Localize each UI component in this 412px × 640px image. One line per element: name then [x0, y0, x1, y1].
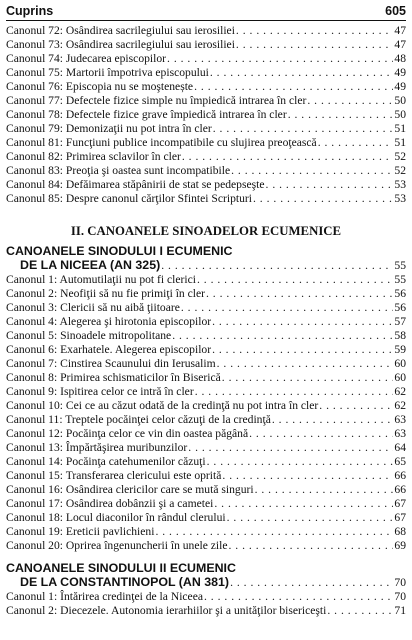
leader-dots	[194, 80, 393, 94]
toc-entry-title: Canonul 15: Transferarea clericului este oprită	[6, 469, 222, 482]
leader-dots	[229, 539, 394, 553]
toc-entry-page: 51	[394, 122, 406, 135]
leader-dots	[255, 483, 394, 497]
toc-entry-title: Canonul 14: Pocăinţa catehumenilor căzuţi	[6, 455, 206, 468]
toc-entry-title: Canonul 75: Martorii împotriva episcopului	[6, 66, 209, 79]
toc-entry-title: Canonul 73: Osândirea sacrilegiului sau ierosiliei	[6, 38, 235, 51]
toc-entry	[6, 469, 406, 483]
toc-entry-page: 53	[394, 192, 406, 205]
subsection-nicaea-line1: CANOANELE SINODULUI I ECUMENIC	[6, 244, 233, 258]
toc-entry-title: Canonul 76: Episcopia nu se moştenește	[6, 80, 194, 93]
toc-entry-title: Canonul 1: Întărirea credinţei de la Niceea	[6, 590, 203, 603]
toc-entry-page: 71	[394, 604, 406, 617]
leader-dots	[210, 66, 394, 80]
toc-entry-page: 58	[394, 329, 406, 342]
toc-entry-title: Canonul 4: Alegerea şi hirotonia episcopilor	[6, 315, 212, 328]
toc-entry-title: Canonul 16: Osândirea clericilor care se mută singuri	[6, 483, 254, 496]
toc-entry	[6, 399, 406, 413]
leader-dots	[307, 94, 393, 108]
toc-list-top	[6, 24, 406, 206]
toc-entry-page: 62	[394, 399, 406, 412]
toc-entry-page: 70	[394, 590, 406, 603]
toc-entry-page: 55	[394, 273, 406, 286]
toc-entry-title: Canonul 10: Cei ce au căzut odată de la credinţă nu pot intra în cler	[6, 399, 319, 412]
toc-entry-page: 50	[394, 94, 406, 107]
toc-entry	[6, 455, 406, 469]
leader-dots	[253, 192, 393, 206]
toc-entry	[6, 590, 406, 604]
toc-entry-title: Canonul 7: Cinstirea Scaunului din Ierusalim	[6, 357, 216, 370]
leader-dots	[204, 590, 393, 604]
toc-entry-page: 56	[394, 287, 406, 300]
leader-dots	[212, 315, 393, 329]
toc-entry-page: 47	[394, 38, 406, 51]
subsection-constantinople-page: 70	[394, 576, 406, 589]
toc-entry-page: 53	[394, 178, 406, 191]
toc-entry	[6, 287, 406, 301]
subsection-nicaea-page: 55	[394, 259, 406, 272]
toc-entry	[6, 371, 406, 385]
toc-entry	[6, 24, 406, 38]
toc-entry	[6, 357, 406, 371]
toc-content	[6, 24, 406, 618]
leader-dots	[197, 273, 393, 287]
toc-entry-title: Canonul 2: Neofiţii să nu fie primiţi în cler	[6, 287, 205, 300]
toc-entry-page: 62	[394, 385, 406, 398]
toc-entry-page: 52	[394, 164, 406, 177]
leader-dots	[272, 413, 394, 427]
toc-entry	[6, 80, 406, 94]
toc-entry	[6, 427, 406, 441]
leader-dots	[207, 455, 394, 469]
subsection-constantinople-line1: CANOANELE SINODULUI II ECUMENIC	[6, 561, 236, 575]
toc-entry-title: Canonul 72: Osândirea sacrilegiului sau ierosiliei	[6, 24, 235, 37]
toc-entry-page: 56	[394, 301, 406, 314]
toc-entry	[6, 66, 406, 80]
toc-entry-title: Canonul 19: Ereticii pavlichieni	[6, 525, 155, 538]
header-page-number: 605	[385, 4, 406, 18]
toc-entry-page: 63	[394, 413, 406, 426]
toc-entry	[6, 38, 406, 52]
toc-entry-title: Canonul 74: Judecarea episcopilor	[6, 52, 167, 65]
leader-dots	[222, 469, 393, 483]
leader-dots	[195, 385, 394, 399]
toc-entry-title: Canonul 17: Osândirea dobânzii şi a cametei	[6, 497, 214, 510]
toc-entry	[6, 52, 406, 66]
toc-entry	[6, 178, 406, 192]
leader-dots	[230, 576, 393, 590]
section-title: II. CANOANELE SINOADELOR ECUMENICE	[70, 224, 342, 238]
toc-list-constantinople	[6, 590, 406, 618]
toc-entry-page: 60	[394, 357, 406, 370]
toc-entry-title: Canonul 84: Defăimarea stăpânirii de stat se pedepseşte	[6, 178, 265, 191]
subsection-constantinople	[6, 561, 406, 590]
toc-list-nicaea	[6, 273, 406, 553]
toc-entry	[6, 108, 406, 122]
toc-entry-page: 65	[394, 455, 406, 468]
toc-entry-page: 66	[394, 469, 406, 482]
leader-dots	[161, 259, 393, 273]
toc-entry-title: Canonul 85: Despre canonul cărţilor Sfintei Scripturi	[6, 192, 252, 205]
toc-entry-title: Canonul 6: Exarhatele. Alegerea episcopilor	[6, 343, 212, 356]
toc-entry-title: Canonul 3: Clericii să nu aibă ţiitoare	[6, 301, 180, 314]
toc-entry	[6, 343, 406, 357]
toc-entry	[6, 136, 406, 150]
leader-dots	[172, 329, 393, 343]
toc-entry	[6, 329, 406, 343]
subsection-nicaea-line2: DE LA NICEEA (AN 325)	[20, 258, 161, 272]
toc-entry-page: 63	[394, 427, 406, 440]
leader-dots	[212, 343, 393, 357]
toc-entry-title: Canonul 8: Primirea schismaticilor în Biserică	[6, 371, 221, 384]
leader-dots	[231, 164, 393, 178]
leader-dots	[167, 52, 393, 66]
leader-dots	[181, 301, 394, 315]
toc-entry-title: Canonul 78: Defectele fizice grave împiedică intrarea în cler	[6, 108, 287, 121]
leader-dots	[236, 38, 393, 52]
toc-entry	[6, 315, 406, 329]
leader-dots	[266, 178, 394, 192]
running-header	[6, 0, 406, 21]
toc-entry-title: Canonul 1: Automutilaţii nu pot fi clerici	[6, 273, 196, 286]
leader-dots	[214, 497, 393, 511]
leader-dots	[182, 150, 394, 164]
toc-entry-page: 52	[394, 150, 406, 163]
toc-entry-title: Canonul 77: Defectele fizice simple nu împiedică intrarea în cler	[6, 94, 307, 107]
leader-dots	[319, 399, 393, 413]
leader-dots	[155, 525, 393, 539]
leader-dots	[236, 24, 393, 38]
toc-entry-title: Canonul 20: Oprirea îngenuncherii în unele zile	[6, 539, 228, 552]
leader-dots	[222, 371, 394, 385]
leader-dots	[327, 604, 393, 618]
toc-entry	[6, 511, 406, 525]
toc-entry	[6, 604, 406, 618]
toc-entry	[6, 413, 406, 427]
toc-entry	[6, 497, 406, 511]
leader-dots	[318, 136, 394, 150]
leader-dots	[249, 427, 393, 441]
toc-entry-page: 48	[394, 52, 406, 65]
toc-entry-page: 47	[394, 24, 406, 37]
toc-entry-page: 51	[394, 136, 406, 149]
leader-dots	[217, 357, 394, 371]
toc-entry-title: Canonul 18: Locul diaconilor în rândul clerului	[6, 511, 226, 524]
leader-dots	[288, 108, 394, 122]
toc-entry-title: Canonul 11: Treptele pocăinţei celor căzuţi de la credinţă	[6, 413, 271, 426]
toc-entry-title: Canonul 81: Funcţiuni publice incompatibile cu slujirea preoţească	[6, 136, 317, 149]
toc-entry-page: 57	[394, 315, 406, 328]
subsection-constantinople-line2: DE LA CONSTANTINOPOL (AN 381)	[20, 575, 230, 589]
leader-dots	[227, 511, 394, 525]
toc-entry-page: 59	[394, 343, 406, 356]
toc-entry	[6, 441, 406, 455]
toc-entry-title: Canonul 13: Împărtăşirea muribunzilor	[6, 441, 188, 454]
toc-entry	[6, 192, 406, 206]
toc-entry	[6, 385, 406, 399]
toc-entry-page: 69	[394, 539, 406, 552]
toc-entry-page: 49	[394, 80, 406, 93]
header-title: Cuprins	[6, 4, 54, 18]
subsection-nicaea	[6, 244, 406, 273]
toc-entry-page: 67	[394, 497, 406, 510]
toc-entry	[6, 150, 406, 164]
toc-entry-title: Canonul 9: Ispitirea celor ce intră în cler	[6, 385, 194, 398]
leader-dots	[206, 287, 393, 301]
toc-entry	[6, 94, 406, 108]
toc-entry-title: Canonul 82: Primirea sclavilor în cler	[6, 150, 181, 163]
toc-entry-title: Canonul 12: Pocăinţa celor ce vin din oastea păgână	[6, 427, 249, 440]
toc-entry-page: 60	[394, 371, 406, 384]
toc-entry	[6, 273, 406, 287]
toc-entry-title: Canonul 79: Demonizaţii nu pot intra în cler	[6, 122, 212, 135]
toc-entry-title: Canonul 5: Sinoadele mitropolitane	[6, 329, 172, 342]
leader-dots	[213, 122, 394, 136]
toc-entry-page: 49	[394, 66, 406, 79]
toc-entry-page: 67	[394, 511, 406, 524]
leader-dots	[188, 441, 393, 455]
toc-entry	[6, 122, 406, 136]
toc-entry	[6, 525, 406, 539]
toc-entry	[6, 301, 406, 315]
toc-entry	[6, 483, 406, 497]
toc-entry	[6, 164, 406, 178]
toc-entry-page: 66	[394, 483, 406, 496]
toc-entry-title: Canonul 2: Diecezele. Autonomia ierarhiilor şi a unităţilor bisericeşti	[6, 604, 327, 617]
toc-entry-page: 50	[394, 108, 406, 121]
toc-entry-page: 64	[394, 441, 406, 454]
toc-entry-page: 68	[394, 525, 406, 538]
toc-entry-title: Canonul 83: Preoţia şi oastea sunt incompatibile	[6, 164, 231, 177]
toc-entry	[6, 539, 406, 553]
